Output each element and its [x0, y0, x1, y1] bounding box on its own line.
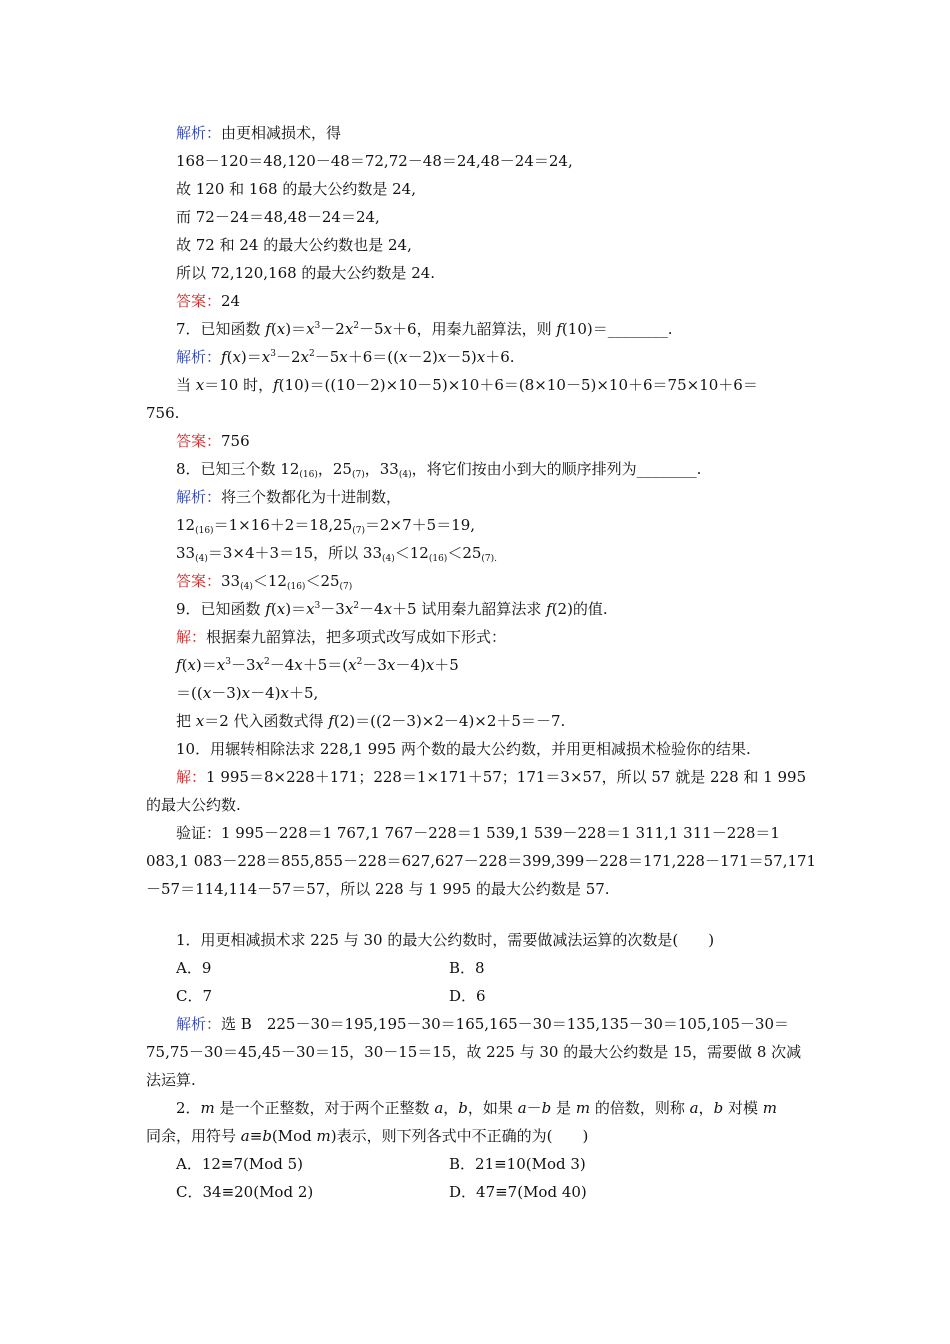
q9-solution-line-2: $f(x)=x^3-3x^2-4x+5=(x^2-3x-4)x+5$	[176, 656, 459, 674]
b1-solution-line-1: 解析：选 B 225－30＝195,195－30＝165,165－30＝135,135－30＝105,105－30＝	[176, 1015, 789, 1033]
jiexi-label: 解析：	[176, 1015, 222, 1033]
jiexi-label: 解析：	[176, 348, 222, 366]
s6-answer: 答案：24	[176, 292, 241, 310]
s6-solution-line-6: 所以 72,120,168 的最大公约数是 24.	[176, 264, 436, 282]
b2-option-c: C．34≡20(Mod 2)	[176, 1183, 314, 1201]
q9-stem: 9．已知函数 $f(x)=x^3-3x^2-4x+5$ 试用秦九韶算法求 f(2)的值.	[176, 600, 608, 618]
jie-label: 解：	[176, 628, 207, 646]
q7-answer: 答案：756	[176, 432, 250, 450]
jiexi-label: 解析：	[176, 488, 222, 506]
b2-option-a: A．12≡7(Mod 5)	[176, 1155, 304, 1173]
b2-option-d: D．47≡7(Mod 40)	[449, 1183, 587, 1201]
q9-solution-line-1: 解：根据秦九韶算法，把多项式改写成如下形式：	[176, 628, 507, 646]
q8-stem: 8．已知三个数 $12_{(16)}$，$25_{(7)}$，$33_{(4)}$，将它们按由小到大的顺序排列为________.	[176, 460, 702, 480]
s6-solution-line-4: 而 72－24＝48,48－24＝24,	[176, 208, 380, 226]
b2-stem-line-1: 2．m 是一个正整数，对于两个正整数 a，b，如果 a－b 是 m 的倍数，则称 a，b 对模 m	[176, 1099, 777, 1117]
q10-solution-line-1: 解：1 995＝8×228＋171；228＝1×171＋57；171＝3×57，所以 57 就是 228 和 1 995	[176, 768, 807, 786]
q8-solution-line-1: 解析：将三个数都化为十进制数，	[176, 488, 402, 506]
q7-calc-line-1: 当 x＝10 时，f(10)＝((10－2)×10－5)×10＋6＝(8×10－5)×10＋6＝75×10＋6＝	[176, 376, 758, 394]
q8-solution-line-3: $33_{(4)}=3\times 4+3=15$，所以 $33_{(4)}<12_{(16)}<25_{(7).}$	[176, 544, 498, 564]
q7-stem: 7．已知函数 $f(x)=x^3-2x^2-5x+6$，用秦九韶算法，则 f(10)＝________.	[176, 320, 673, 338]
b2-stem-line-2: 同余，用符号 a≡b(Mod m)表示，则下列各式中不正确的为( )	[146, 1127, 589, 1145]
s6-solution-line-2: 168－120＝48,120－48＝72,72－48＝24,48－24＝24,	[176, 152, 573, 170]
daan-label: 答案：	[176, 572, 222, 590]
q10-verify-line-3: －57＝114,114－57＝57，所以 228 与 1 995 的最大公约数是 57.	[146, 880, 610, 898]
q10-stem: 10．用辗转相除法求 228,1 995 两个数的最大公约数，并用更相减损术检验你的结果.	[176, 740, 751, 758]
b2-option-b: B．21≡10(Mod 3)	[449, 1155, 586, 1173]
b1-solution-line-3: 法运算.	[146, 1071, 196, 1089]
daan-label: 答案：	[176, 292, 222, 310]
q8-solution-line-2: $12_{(16)}=1\times 16+2=18,25_{(7)}=2\times 7+5=19$,	[176, 516, 476, 536]
jie-label: 解：	[176, 768, 207, 786]
b1-option-a: A．9	[176, 959, 212, 977]
s6-solution-line-1: 解析：由更相减损术，得	[176, 124, 342, 142]
q7-calc-line-2: 756.	[146, 404, 180, 422]
b1-option-d: D．6	[449, 987, 486, 1005]
q10-verify-line-2: 083,1 083－228＝855,855－228＝627,627－228＝399,399－228＝171,228－171＝57,171	[146, 852, 817, 870]
s6-solution-line-3: 故 120 和 168 的最大公约数是 24,	[176, 180, 416, 198]
q8-answer: 答案：$33_{(4)}<12_{(16)}<25_{(7)}$	[176, 572, 353, 592]
q7-solution: 解析：$f(x)=x^3-2x^2-5x+6=((x-2)x-5)x+6$.	[176, 348, 515, 366]
b1-option-b: B．8	[449, 959, 485, 977]
s6-solution-line-5: 故 72 和 24 的最大公约数也是 24,	[176, 236, 412, 254]
q9-solution-line-3: ＝((x－3)x－4)x＋5,	[176, 684, 319, 702]
q9-solution-line-4: 把 x＝2 代入函数式得 f(2)＝((2－3)×2－4)×2＋5＝－7.	[176, 712, 566, 730]
daan-label: 答案：	[176, 432, 222, 450]
q10-solution-line-2: 的最大公约数.	[146, 796, 241, 814]
jiexi-label: 解析：	[176, 124, 222, 142]
b1-stem: 1．用更相减损术求 225 与 30 的最大公约数时，需要做减法运算的次数是( )	[176, 931, 715, 949]
q10-verify-line-1: 验证：1 995－228＝1 767,1 767－228＝1 539,1 539－228＝1 311,1 311－228＝1	[176, 824, 780, 842]
b1-option-c: C．7	[176, 987, 213, 1005]
b1-solution-line-2: 75,75－30＝45,45－30＝15，30－15＝15，故 225 与 30 的最大公约数是 15，需要做 8 次减	[146, 1043, 802, 1061]
